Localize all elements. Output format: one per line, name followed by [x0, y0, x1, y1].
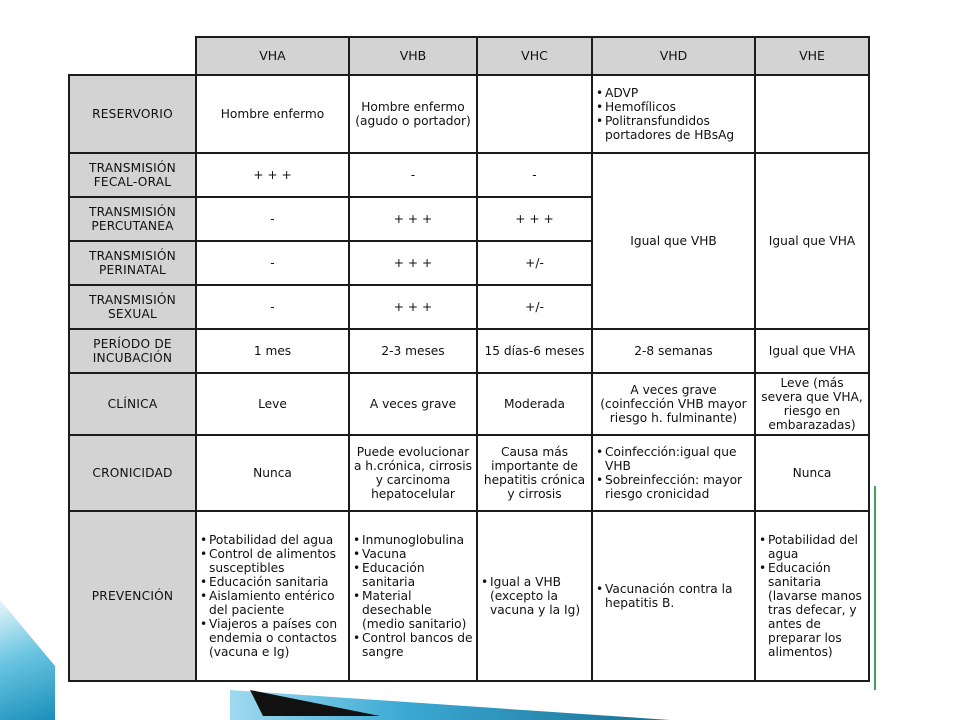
corner-decoration: [0, 600, 55, 720]
list-item: • ADVP: [596, 86, 751, 100]
list-item: • Politransfundidos portadores de HBsAg: [596, 114, 751, 142]
cell-prevencion-vhb: [349, 511, 477, 681]
cell-clinica-vhc: Moderada: [477, 373, 592, 435]
list-item: • Hemofílicos: [596, 100, 751, 114]
cell-percutanea-vhc: + + +: [477, 197, 592, 241]
col-header-vhb: VHB: [349, 37, 477, 75]
cell-transmision-vhd: Igual que VHB: [592, 153, 755, 329]
header-row: [69, 37, 869, 75]
row-label-prevencion: PREVENCIÓN: [69, 511, 196, 681]
cell-cronicidad-vhe: Nunca: [755, 435, 869, 511]
cell-perinatal-vhb: + + +: [349, 241, 477, 285]
row-cronicidad: [69, 435, 869, 511]
list-item: • Igual a VHB (excepto la vacuna y la Ig): [481, 575, 588, 617]
side-line: [874, 486, 876, 690]
list-item: • Inmunoglobulina: [353, 533, 473, 547]
prevencion-vhc-list: [481, 575, 588, 617]
cell-sexual-vhb: + + +: [349, 285, 477, 329]
list-item: • Educación sanitaria (lavarse manos tras defecar, y antes de preparar los alimentos): [759, 561, 865, 659]
cell-clinica-vha: Leve: [196, 373, 349, 435]
list-item: • Sobreinfección: mayor riesgo cronicidad: [596, 473, 751, 501]
prevencion-vhb-list: [353, 533, 473, 659]
cell-fecal-oral-vhb: -: [349, 153, 477, 197]
cell-fecal-oral-vha: + + +: [196, 153, 349, 197]
row-label-perinatal: TRANSMISIÓN PERINATAL: [69, 241, 196, 285]
cell-reservorio-vhc: [477, 75, 592, 153]
cell-incubacion-vhc: 15 días-6 meses: [477, 329, 592, 373]
cell-cronicidad-vhb: Puede evolucionar a h.crónica, cirrosis y carcinoma hepatocelular: [349, 435, 477, 511]
row-clinica: [69, 373, 869, 435]
list-item: • Coinfección:igual que VHB: [596, 445, 751, 473]
row-label-fecal-oral: TRANSMISIÓN FECAL-ORAL: [69, 153, 196, 197]
row-incubacion: [69, 329, 869, 373]
row-reservorio: [69, 75, 869, 153]
row-label-clinica: CLÍNICA: [69, 373, 196, 435]
cell-fecal-oral-vhc: -: [477, 153, 592, 197]
cell-percutanea-vha: -: [196, 197, 349, 241]
cell-cronicidad-vha: Nunca: [196, 435, 349, 511]
cell-incubacion-vha: 1 mes: [196, 329, 349, 373]
cell-reservorio-vhd: [592, 75, 755, 153]
cell-prevencion-vhd: [592, 511, 755, 681]
cell-clinica-vhb: A veces grave: [349, 373, 477, 435]
list-item: • Educación sanitaria: [353, 561, 473, 589]
cell-prevencion-vhe: [755, 511, 869, 681]
row-label-sexual: TRANSMISIÓN SEXUAL: [69, 285, 196, 329]
cell-perinatal-vha: -: [196, 241, 349, 285]
cell-percutanea-vhb: + + +: [349, 197, 477, 241]
prevencion-vhd-list: [596, 582, 751, 610]
hepatitis-table: [68, 36, 870, 682]
row-label-reservorio: RESERVORIO: [69, 75, 196, 153]
col-header-vhe: VHE: [755, 37, 869, 75]
list-item: • Aislamiento entérico del paciente: [200, 589, 345, 617]
list-item: • Control bancos de sangre: [353, 631, 473, 659]
col-header-vhd: VHD: [592, 37, 755, 75]
col-header-vhc: VHC: [477, 37, 592, 75]
list-item: • Vacuna: [353, 547, 473, 561]
cell-incubacion-vhd: 2-8 semanas: [592, 329, 755, 373]
cell-prevencion-vha: [196, 511, 349, 681]
list-item: • Material desechable (medio sanitario): [353, 589, 473, 631]
row-label-percutanea: TRANSMISIÓN PERCUTANEA: [69, 197, 196, 241]
list-item: • Potabilidad del agua: [200, 533, 345, 547]
row-label-cronicidad: CRONICIDAD: [69, 435, 196, 511]
row-label-incubacion: PERÍODO DE INCUBACIÓN: [69, 329, 196, 373]
header-corner: [69, 37, 196, 75]
cell-perinatal-vhc: +/-: [477, 241, 592, 285]
cell-sexual-vha: -: [196, 285, 349, 329]
cell-prevencion-vhc: [477, 511, 592, 681]
list-item: • Potabilidad del agua: [759, 533, 865, 561]
cell-transmision-vhe: Igual que VHA: [755, 153, 869, 329]
cell-cronicidad-vhd: [592, 435, 755, 511]
prevencion-vha-list: [200, 533, 345, 659]
row-prevencion: [69, 511, 869, 681]
list-item: • Vacunación contra la hepatitis B.: [596, 582, 751, 610]
prevencion-vhe-list: [759, 533, 865, 659]
cell-reservorio-vhe: [755, 75, 869, 153]
cell-sexual-vhc: +/-: [477, 285, 592, 329]
list-item: • Viajeros a países con endemia o contactos (vacuna e Ig): [200, 617, 345, 659]
reservorio-vhd-list: [596, 86, 751, 142]
hepatitis-comparison-document: [68, 36, 868, 680]
cell-reservorio-vha: Hombre enfermo: [196, 75, 349, 153]
row-fecal-oral: [69, 153, 869, 197]
cell-reservorio-vhb: Hombre enfermo (agudo o portador): [349, 75, 477, 153]
cell-incubacion-vhb: 2-3 meses: [349, 329, 477, 373]
cell-cronicidad-vhc: Causa más importante de hepatitis crónica y cirrosis: [477, 435, 592, 511]
col-header-vha: VHA: [196, 37, 349, 75]
cell-clinica-vhd: A veces grave (coinfección VHB mayor riesgo h. fulminante): [592, 373, 755, 435]
cronicidad-vhd-list: [596, 445, 751, 501]
list-item: • Control de alimentos susceptibles: [200, 547, 345, 575]
cell-incubacion-vhe: Igual que VHA: [755, 329, 869, 373]
list-item: • Educación sanitaria: [200, 575, 345, 589]
cell-clinica-vhe: Leve (más severa que VHA, riesgo en embarazadas): [755, 373, 869, 435]
